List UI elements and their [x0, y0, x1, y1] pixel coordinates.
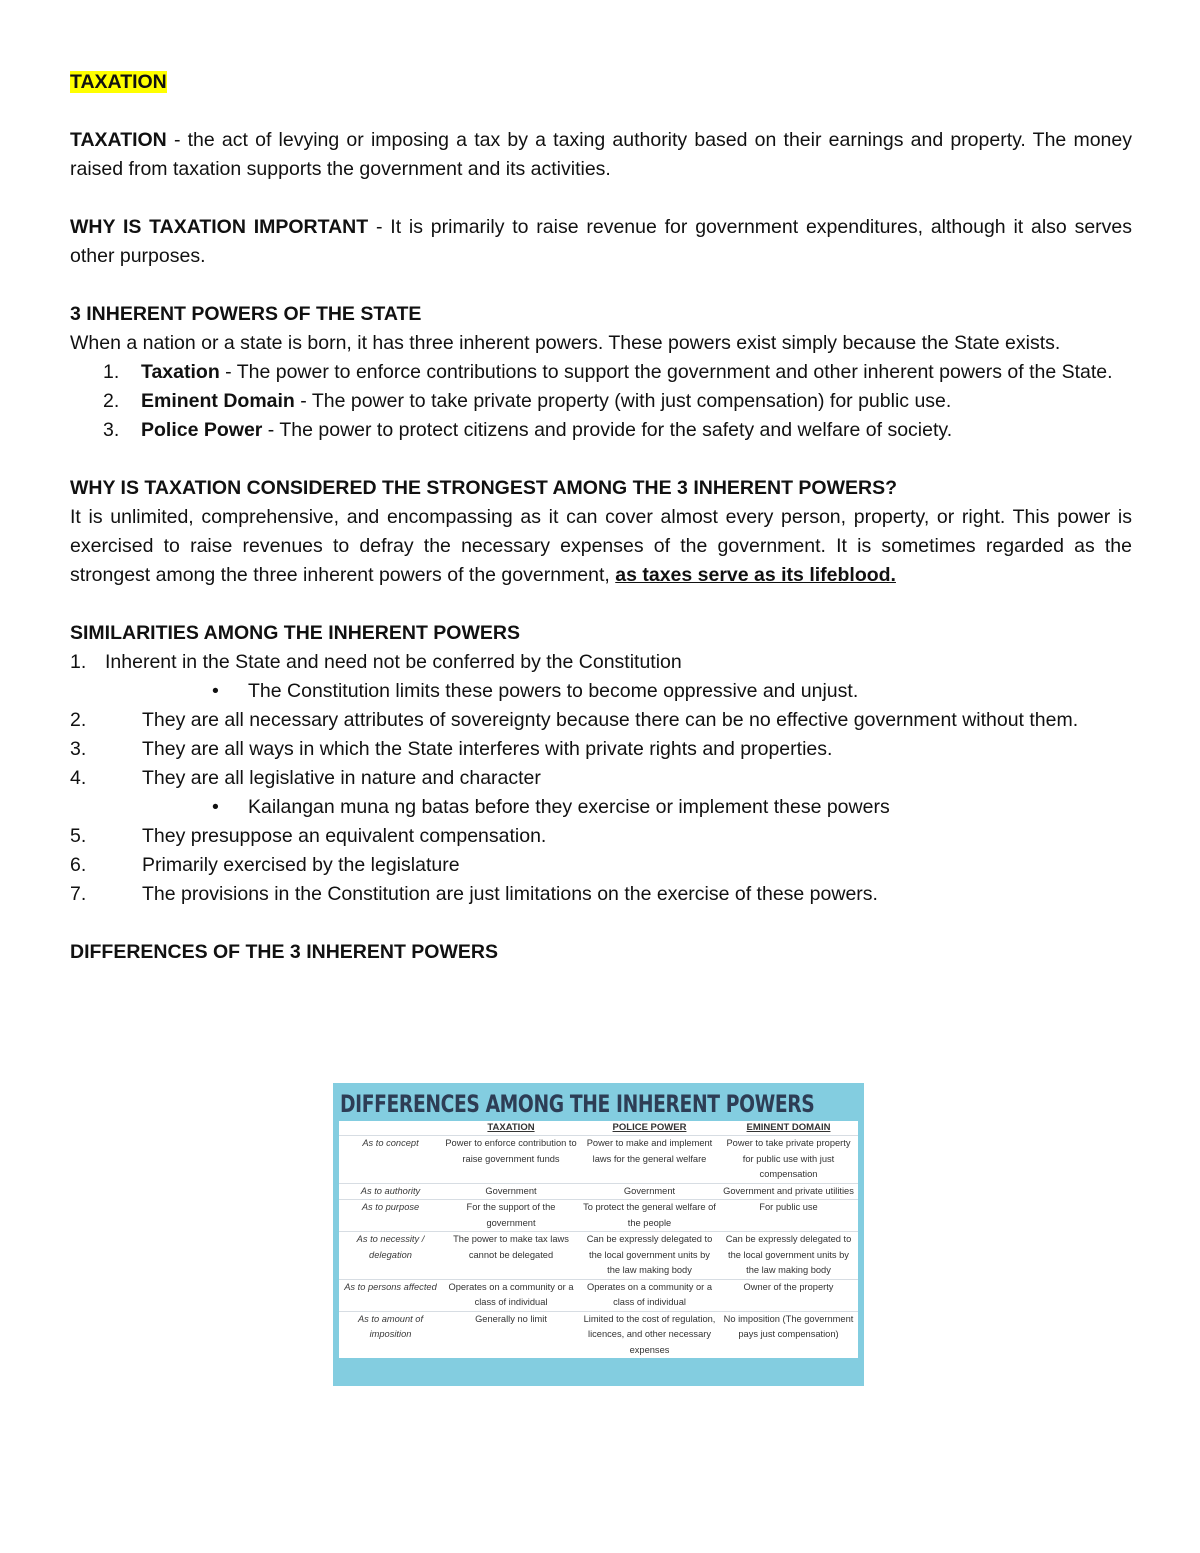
similarities-list	[70, 648, 1132, 909]
list-item: 6. Primarily exercised by the legislature	[70, 854, 460, 876]
list-item-term: Police Power	[141, 419, 263, 441]
list-item-text: - The power to take private property (with just compensation) for public use.	[294, 390, 952, 412]
table-row	[339, 1136, 858, 1184]
list-item: 2. They are all necessary attributes of sovereignty because there can be no effective government without them.	[70, 709, 1079, 731]
doc-title-line	[70, 68, 1132, 97]
bullet-icon	[212, 793, 248, 822]
list-item-text: - The power to protect citizens and provide for the safety and welfare of society.	[262, 419, 953, 441]
column-header: EMINENT DOMAIN	[746, 1122, 831, 1133]
row-label: As to authority	[339, 1183, 442, 1200]
doc-title: TAXATION	[70, 71, 167, 93]
table-row	[339, 1183, 858, 1200]
row-label: As to necessity / delegation	[339, 1232, 442, 1280]
table-cell: Government and private utilities	[719, 1183, 858, 1200]
table-cell: The power to make tax laws cannot be delegated	[442, 1232, 580, 1280]
table-cell: Can be expressly delegated to the local government units by the law making body	[580, 1232, 719, 1280]
differences-table-image	[333, 1083, 864, 1386]
strongest-emphasis: as taxes serve as its lifeblood.	[615, 564, 896, 586]
column-header: TAXATION	[487, 1122, 535, 1133]
list-item: 2. Eminent Domain - The power to take private property (with just compensation) for public use.	[103, 390, 952, 412]
strongest-paragraph	[70, 503, 1132, 590]
list-item: 1. Taxation - The power to enforce contributions to support the government and other inherent powers of the State.	[103, 361, 1113, 383]
table-cell: Power to enforce contribution to raise government funds	[442, 1136, 580, 1184]
table-row	[339, 1232, 858, 1280]
list-item-term: Eminent Domain	[141, 390, 295, 412]
strongest-heading: WHY IS TAXATION CONSIDERED THE STRONGEST AMONG THE 3 INHERENT POWERS?	[70, 477, 897, 499]
table-cell: Power to make and implement laws for the general welfare	[580, 1136, 719, 1184]
row-label: As to persons affected	[339, 1279, 442, 1311]
list-item-text: - The power to enforce contributions to support the government and other inherent powers of the State.	[219, 361, 1113, 383]
inherent-heading: 3 INHERENT POWERS OF THE STATE	[70, 303, 422, 325]
list-item-term: Taxation	[141, 361, 220, 383]
bullet-item: • Kailangan muna ng batas before they exercise or implement these powers	[70, 793, 1132, 822]
similarities-heading: SIMILARITIES AMONG THE INHERENT POWERS	[70, 622, 520, 644]
table-cell: To protect the general welfare of the people	[580, 1200, 719, 1232]
table-header-row	[339, 1121, 858, 1136]
table-cell: Owner of the property	[719, 1279, 858, 1311]
table-cell: Government	[580, 1183, 719, 1200]
column-header: POLICE POWER	[612, 1122, 687, 1133]
table-cell: Generally no limit	[442, 1311, 580, 1358]
importance-paragraph	[70, 213, 1132, 271]
definition-text: - the act of levying or imposing a tax by a taxing authority based on their earnings and property. The money raised from taxation supports the government and its activities.	[70, 129, 1132, 180]
table-row	[339, 1200, 858, 1232]
table-cell: Limited to the cost of regulation, licences, and other necessary expenses	[580, 1311, 719, 1358]
importance-text: - It is primarily to raise revenue for government expenditures, although it also serves other purposes.	[70, 216, 1132, 267]
table-cell: Can be expressly delegated to the local government units by the law making body	[719, 1232, 858, 1280]
table-cell: For the support of the government	[442, 1200, 580, 1232]
table-cell: For public use	[719, 1200, 858, 1232]
row-label: As to purpose	[339, 1200, 442, 1232]
importance-term: WHY IS TAXATION IMPORTANT	[70, 216, 369, 238]
definition-term: TAXATION	[70, 129, 167, 151]
list-item: 7. The provisions in the Constitution are just limitations on the exercise of these powers.	[70, 883, 878, 905]
row-label: As to concept	[339, 1136, 442, 1184]
table-cell: Operates on a community or a class of individual	[442, 1279, 580, 1311]
table-cell: Power to take private property for public use with just compensation	[719, 1136, 858, 1184]
differences-table	[339, 1121, 858, 1358]
definition-paragraph	[70, 126, 1132, 184]
table-cell: No imposition (The government pays just compensation)	[719, 1311, 858, 1358]
list-item: 1. Inherent in the State and need not be conferred by the Constitution	[70, 651, 682, 673]
column-header	[339, 1121, 442, 1136]
table-row	[339, 1311, 858, 1358]
list-item: 3. Police Power - The power to protect citizens and provide for the safety and welfare of society.	[103, 419, 953, 441]
table-cell: Operates on a community or a class of individual	[580, 1279, 719, 1311]
document-body	[70, 68, 1132, 967]
list-item: 5. They presuppose an equivalent compensation.	[70, 825, 547, 847]
inherent-intro: When a nation or a state is born, it has three inherent powers. These powers exist simply because the State exists.	[70, 332, 1061, 354]
bullet-item: • The Constitution limits these powers to become oppressive and unjust.	[70, 677, 1132, 706]
inherent-list	[70, 358, 1132, 445]
list-item: 4. They are all legislative in nature and character	[70, 767, 541, 789]
strongest-text: It is unlimited, comprehensive, and encompassing as it can cover almost every person, property, or right. This power is exercised to raise revenues to defray the necessary expenses of the government. It is sometimes regarded as the strongest among the three inherent powers of the government,	[70, 506, 1132, 586]
table-row	[339, 1279, 858, 1311]
differences-heading: DIFFERENCES OF THE 3 INHERENT POWERS	[70, 941, 498, 963]
row-label: As to amount of imposition	[339, 1311, 442, 1358]
list-item: 3. They are all ways in which the State interferes with private rights and properties.	[70, 738, 833, 760]
bullet-icon	[212, 677, 248, 706]
table-cell: Government	[442, 1183, 580, 1200]
differences-image-title: DIFFERENCES AMONG THE INHERENT POWERS	[340, 1090, 815, 1118]
